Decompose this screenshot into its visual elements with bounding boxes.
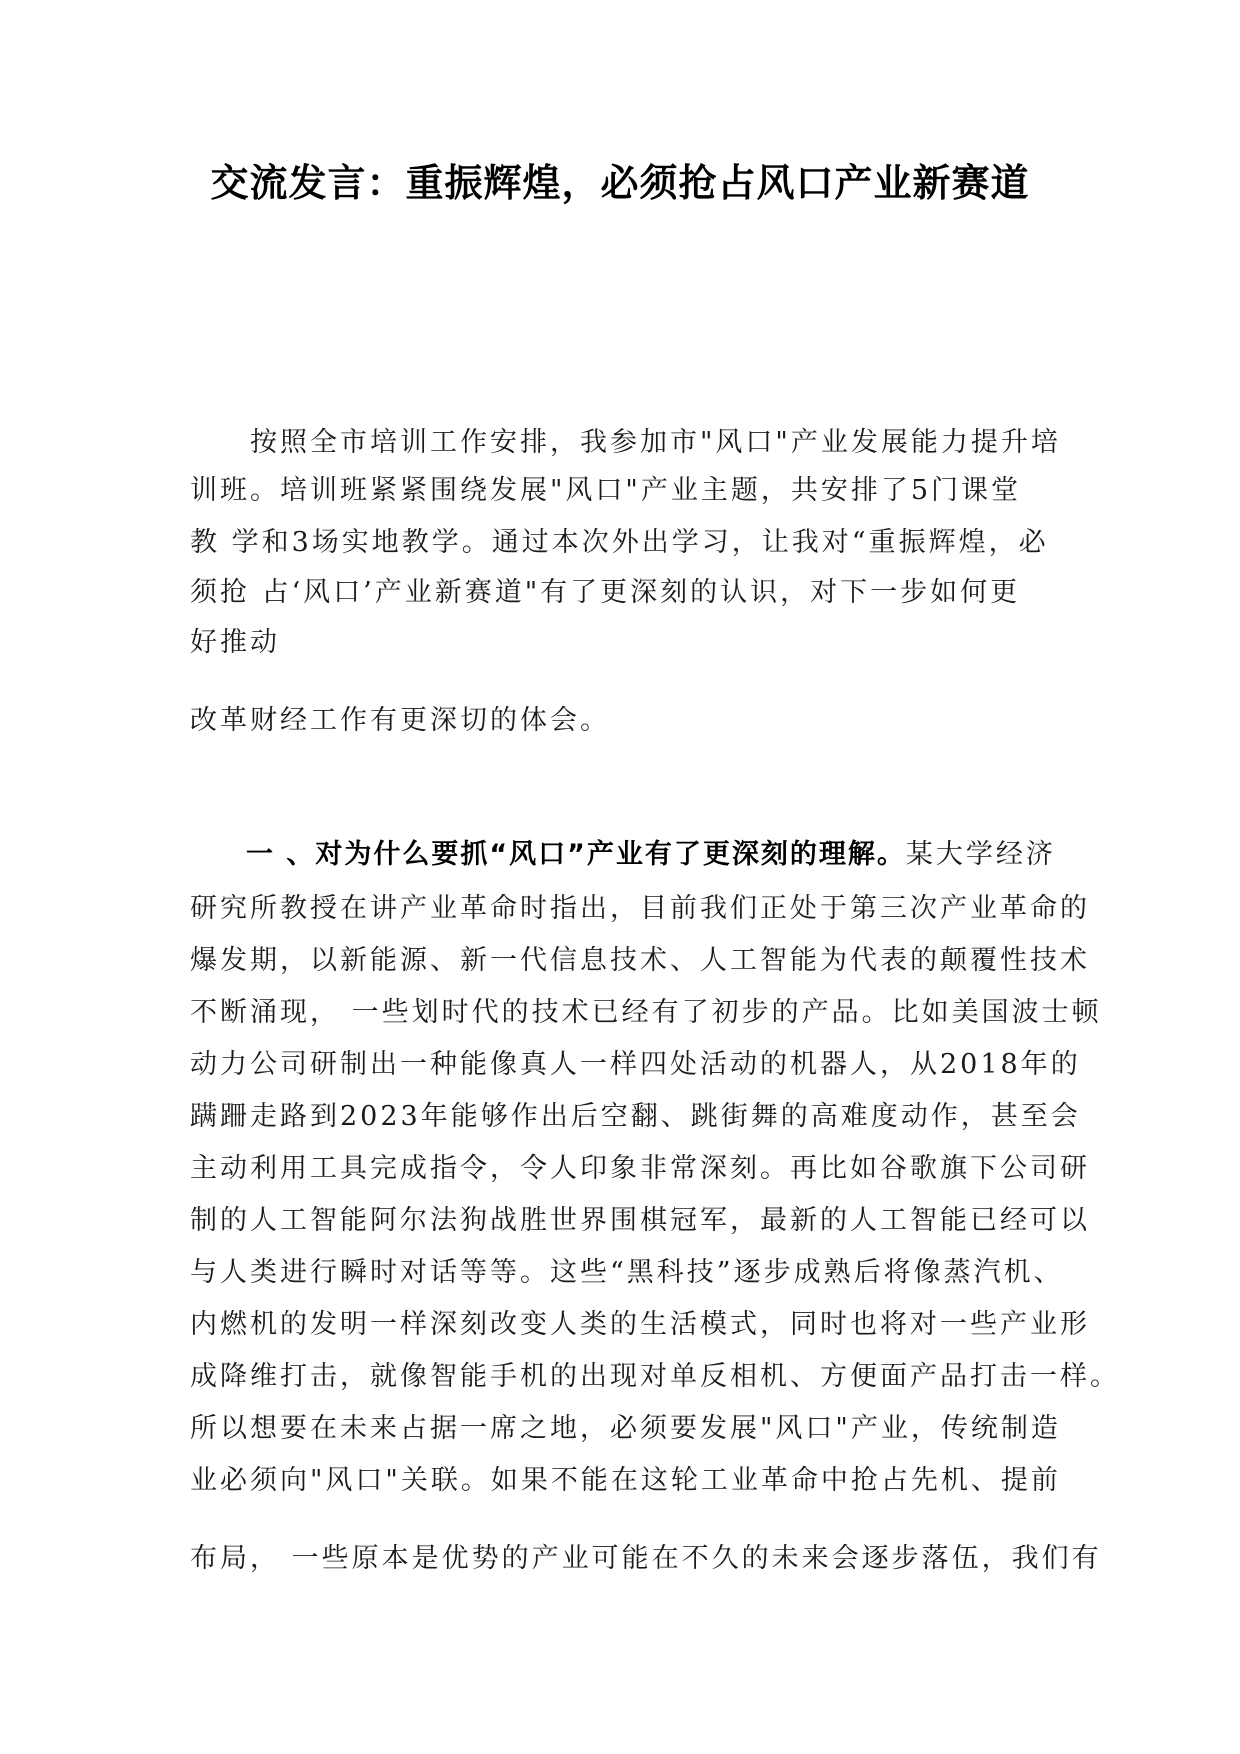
section1-first-line bbox=[246, 832, 1056, 871]
section1-first-line-rest: 某大学经济 bbox=[905, 839, 1056, 870]
section1-line-12: 业必须向"风口"关联。如果不能在这轮工业革命中抢占先机、提前 bbox=[190, 1465, 1061, 1496]
section1-line-8: 与人类进行瞬时对话等等。这些“黑科技”逐步成熟后将像蒸汽机、 bbox=[190, 1257, 1064, 1288]
section1-line-4: 动力公司研制出一种能像真人一样四处活动的机器人，从2018年的 bbox=[190, 1049, 1081, 1080]
section1-line-7: 制的人工智能阿尔法狗战胜世界围棋冠军，最新的人工智能已经可以 bbox=[190, 1205, 1090, 1236]
intro-line-3: 教 学和3场实地教学。通过本次外出学习，让我对“重振辉煌，必 bbox=[190, 527, 1049, 558]
document-title: 交流发言：重振辉煌，必须抢占风口产业新赛道 bbox=[210, 161, 1030, 205]
section1-line-5: 蹒跚走路到2023年能够作出后空翻、跳街舞的高难度动作，甚至会 bbox=[190, 1101, 1081, 1132]
intro-line-2: 训班。培训班紧紧围绕发展"风口"产业主题，共安排了5门课堂 bbox=[190, 475, 1022, 506]
section1-heading: 一 、对为什么要抓“风口”产业有了更深刻的理解。 bbox=[246, 839, 906, 870]
intro-line-4: 须抢 占‘风口’产业新赛道"有了更深刻的认识，对下一步如何更 bbox=[190, 577, 1021, 608]
intro-line-5: 好推动 bbox=[190, 627, 280, 658]
section1-line-1: 研究所教授在讲产业革命时指出，目前我们正处于第三次产业革命的 bbox=[190, 893, 1090, 924]
section1-line-9: 内燃机的发明一样深刻改变人类的生活模式，同时也将对一些产业形 bbox=[190, 1309, 1090, 1340]
section1-line-3: 不断涌现， 一些划时代的技术已经有了初步的产品。比如美国波士顿 bbox=[190, 997, 1102, 1028]
intro-line-1: 按照全市培训工作安排，我参加市"风口"产业发展能力提升培 bbox=[250, 427, 1061, 458]
section1-line-2: 爆发期，以新能源、新一代信息技术、人工智能为代表的颠覆性技术 bbox=[190, 945, 1090, 976]
section1-line-11: 所以想要在未来占据一席之地，必须要发展"风口"产业，传统制造 bbox=[190, 1413, 1061, 1444]
section1-line-6: 主动利用工具完成指令，令人印象非常深刻。再比如谷歌旗下公司研 bbox=[190, 1153, 1090, 1184]
section1-line-13: 布局， 一些原本是优势的产业可能在不久的未来会逐步落伍，我们有 bbox=[190, 1543, 1102, 1574]
intro-line-6: 改革财经工作有更深切的体会。 bbox=[190, 705, 610, 736]
section1-line-10: 成降维打击，就像智能手机的出现对单反相机、方便面产品打击一样。 bbox=[190, 1361, 1120, 1392]
